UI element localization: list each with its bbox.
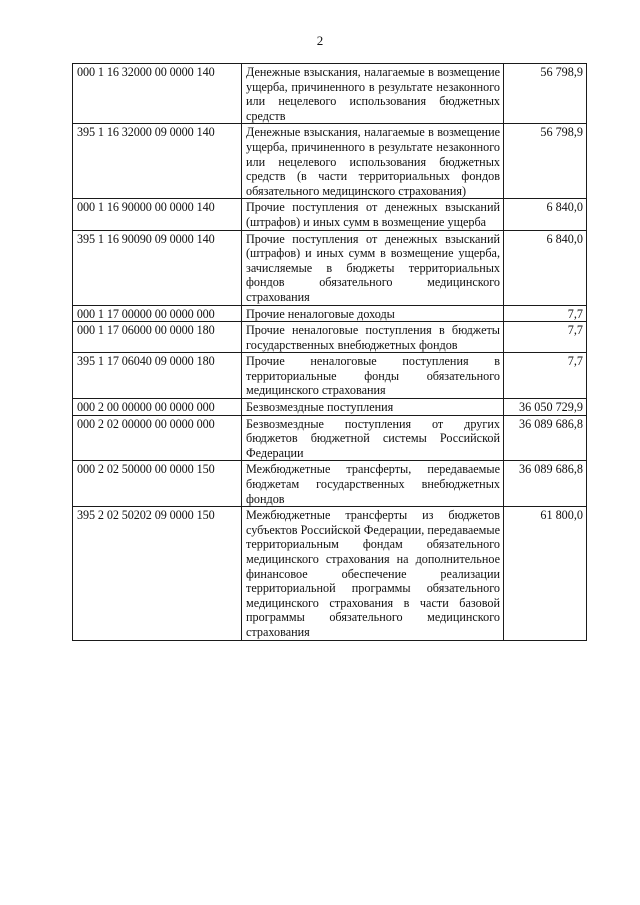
revenue-description: Межбюджетные трансферты из бюджетов субъектов Российской Федерации, передаваемые территориальным фондам обязательного медицинского страхования на дополнительное финансовое обеспечение реализации территориальной программы обязательного медицинского страхования в части базовой программы обязательного медицинского страхования <box>242 507 504 640</box>
revenue-amount: 7,7 <box>504 305 587 322</box>
table-row <box>73 305 587 322</box>
revenue-description: Прочие неналоговые доходы <box>242 305 504 322</box>
revenue-amount: 6 840,0 <box>504 199 587 230</box>
budget-classification-code: 395 2 02 50202 09 0000 150 <box>73 507 242 640</box>
revenue-amount: 56 798,9 <box>504 124 587 199</box>
budget-classification-code: 000 1 17 06000 00 0000 180 <box>73 322 242 353</box>
revenue-amount: 56 798,9 <box>504 64 587 124</box>
budget-classification-code: 000 2 02 00000 00 0000 000 <box>73 415 242 461</box>
revenue-description: Прочие поступления от денежных взысканий (штрафов) и иных сумм в возмещение ущерба, зачисляемые в бюджеты территориальных фондов обязательного медицинского страхования <box>242 230 504 305</box>
table-row <box>73 415 587 461</box>
revenue-description: Безвозмездные поступления <box>242 399 504 416</box>
table-row <box>73 64 587 124</box>
revenue-description: Денежные взыскания, налагаемые в возмещение ущерба, причиненного в результате незаконного или нецелевого использования бюджетных средств (в части территориальных фондов обязательного медицинского страхования) <box>242 124 504 199</box>
table-row <box>73 461 587 507</box>
budget-classification-code: 000 2 02 50000 00 0000 150 <box>73 461 242 507</box>
revenue-amount: 36 089 686,8 <box>504 461 587 507</box>
revenue-description: Межбюджетные трансферты, передаваемые бюджетам государственных внебюджетных фондов <box>242 461 504 507</box>
revenue-description: Безвозмездные поступления от других бюджетов бюджетной системы Российской Федерации <box>242 415 504 461</box>
table-row <box>73 353 587 399</box>
budget-classification-code: 395 1 16 32000 09 0000 140 <box>73 124 242 199</box>
table-row <box>73 124 587 199</box>
revenue-amount: 7,7 <box>504 322 587 353</box>
budget-classification-code: 000 1 16 32000 00 0000 140 <box>73 64 242 124</box>
budget-classification-code: 395 1 17 06040 09 0000 180 <box>73 353 242 399</box>
revenue-amount: 36 089 686,8 <box>504 415 587 461</box>
revenue-amount: 7,7 <box>504 353 587 399</box>
table-row <box>73 322 587 353</box>
table-row <box>73 199 587 230</box>
table-row <box>73 399 587 416</box>
revenue-description: Прочие неналоговые поступления в бюджеты государственных внебюджетных фондов <box>242 322 504 353</box>
revenue-description: Прочие поступления от денежных взысканий (штрафов) и иных сумм в возмещение ущерба <box>242 199 504 230</box>
revenue-amount: 6 840,0 <box>504 230 587 305</box>
table-row <box>73 230 587 305</box>
revenue-description: Денежные взыскания, налагаемые в возмещение ущерба, причиненного в результате незаконного или нецелевого использования бюджетных средств <box>242 64 504 124</box>
table-row <box>73 507 587 640</box>
budget-classification-code: 000 2 00 00000 00 0000 000 <box>73 399 242 416</box>
budget-classification-code: 395 1 16 90090 09 0000 140 <box>73 230 242 305</box>
revenue-description: Прочие неналоговые поступления в территориальные фонды обязательного медицинского страхования <box>242 353 504 399</box>
budget-classification-code: 000 1 17 00000 00 0000 000 <box>73 305 242 322</box>
page-number: 2 <box>316 33 324 48</box>
budget-classification-code: 000 1 16 90000 00 0000 140 <box>73 199 242 230</box>
revenue-amount: 61 800,0 <box>504 507 587 640</box>
revenue-amount: 36 050 729,9 <box>504 399 587 416</box>
budget-revenue-table <box>72 63 587 641</box>
